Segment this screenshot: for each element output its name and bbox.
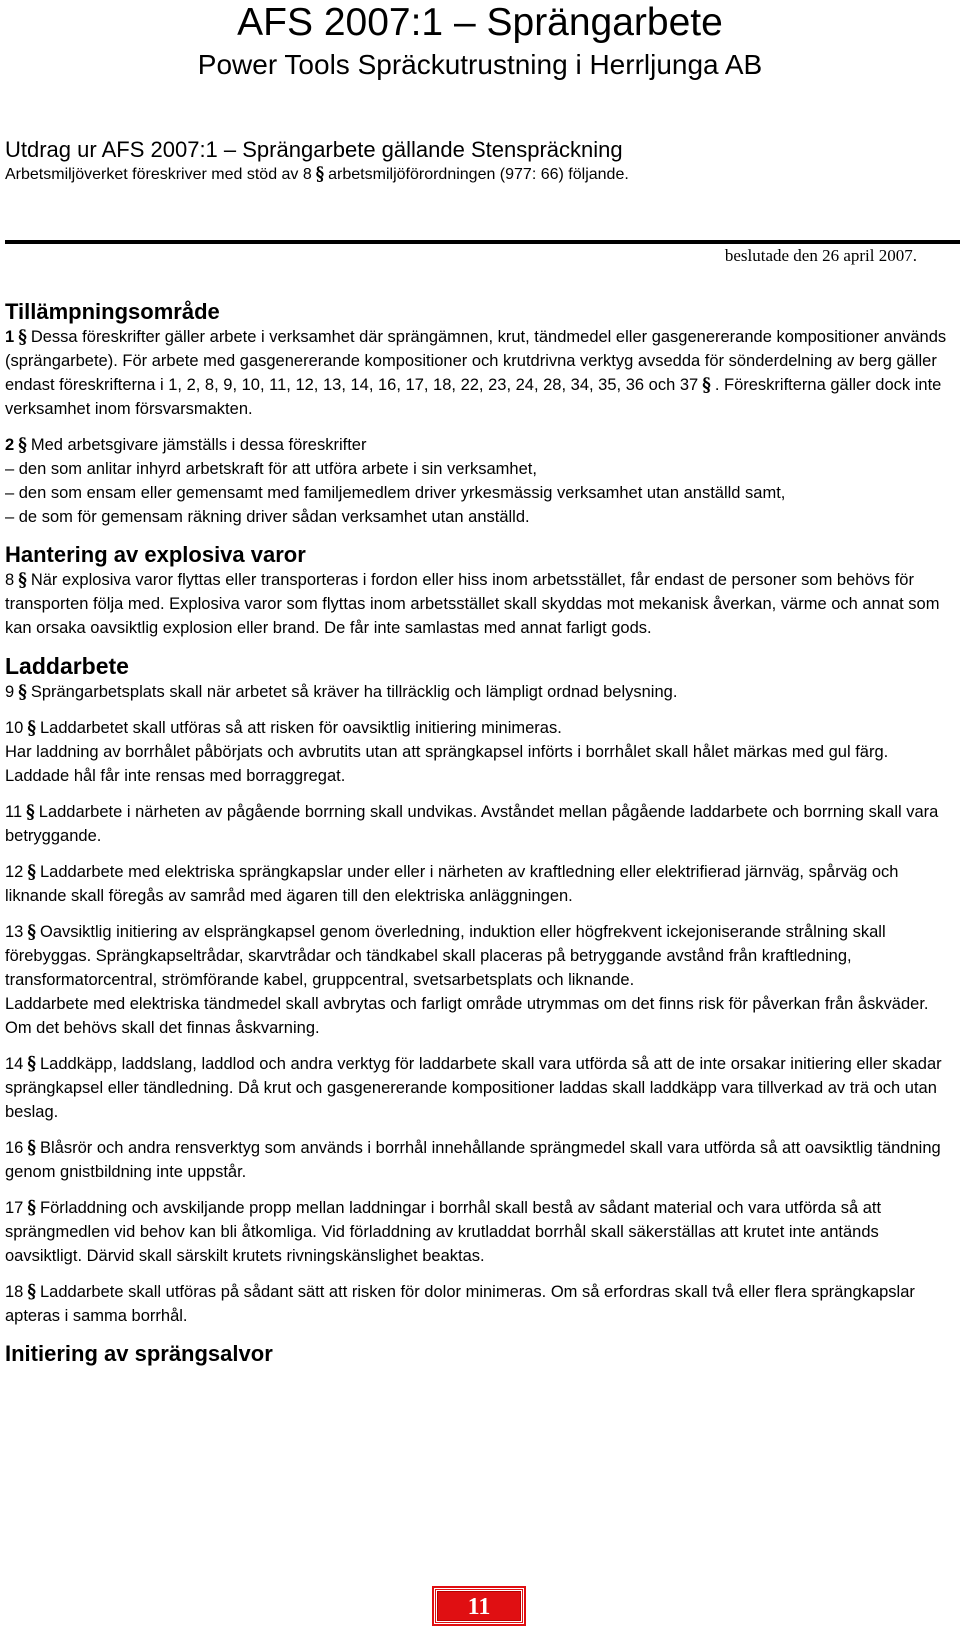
section-10 [5,716,950,788]
section-text: Blåsrör och andra rensverktyg som används i borrhål innehållande sprängmedel skall vara utförda så att oavsiktlig tändning genom gnistbildning inte uppstår. [5,1139,941,1181]
paragraph-sign-icon: § [18,433,27,456]
paragraph-sign-icon: § [18,680,27,703]
heading-initiation: Initiering av sprängsalvor [5,1341,273,1366]
section-text: Dessa föreskrifter gäller arbete i verksamhet där sprängämnen, krut, tändmedel eller gasgenererande kompositioner används (sprängarbete). För arbete med gasgenererande kompositioner och krutdrivna verktyg avsedda för sönderdelning av berg gäller endast föreskrifterna i 1, 2, 8, 9, 10, 11, 12, 13, 14, 16, 17, 18, 22, 23, 24, 28, 34, 35, 36 och 37 [5,328,947,394]
paragraph-sign-icon: § [27,1196,36,1219]
paragraph-sign-icon: § [26,800,35,823]
section-text: Laddkäpp, laddslang, laddlod och andra verktyg för laddarbete skall vara utförda så att de inte orsakar initiering eller skadar sprängkapsel eller tändledning. Då krut och gasgenererande kompositioner laddas skall laddkäpp vara tillverkad av trä och utan beslag. [5,1055,942,1121]
section-number: 8 [5,571,15,589]
paragraph-sign-icon: § [27,860,36,883]
section-9 [5,680,950,704]
section-14 [5,1052,950,1124]
section-12 [5,860,950,908]
section-number: 17 [5,1199,24,1217]
section-text: Laddarbetet skall utföras så att risken för oavsiktlig initiering minimeras. [40,719,562,737]
title-block [0,0,960,82]
paragraph-sign-icon: § [18,568,27,591]
section-18 [5,1280,950,1328]
paragraph-sign-icon: § [27,920,36,943]
section-number: 12 [5,863,24,881]
section-text: Laddarbete skall utföras på sådant sätt att risken för dolor minimeras. Om så erfordras skall två eller flera sprängkapslar apteras i samma borrhål. [5,1283,915,1325]
section-number: 11 [5,803,23,821]
decision-date: beslutade den 26 april 2007. [724,246,917,265]
section-text: Förladdning och avskiljande propp mellan laddningar i borrhål skall bestå av sådant material och vara utförda så att sprängmedlen vid behov kan bli åtkomliga. Vid förladdning av krutladdat borrhål skall säkerställas att krutet inte antänds oavsiktligt. Därvid skall särskilt krutets rivningskänslighet beaktas. [5,1199,882,1265]
section-text: Sprängarbetsplats skall när arbetet så kräver ha tillräcklig och lämpligt ordnad belysning. [30,683,678,701]
list-item: – den som ensam eller gemensamt med familjemedlem driver yrkesmässig verksamhet utan anställd samt, [5,484,786,502]
section-number: 13 [5,923,24,941]
section-number: 9 [5,683,15,701]
paragraph-sign-icon: § [27,1280,36,1303]
intro-text-a: Arbetsmiljöverket föreskriver med stöd av 8 [5,166,312,183]
section-number: 2 [5,436,15,454]
section-11 [5,800,950,848]
list-item: – den som anlitar inhyrd arbetskraft för att utföra arbete i sin verksamhet, [5,460,537,478]
section-13 [5,920,950,1040]
section-number: 10 [5,719,24,737]
intro-text [5,163,945,186]
section-8 [5,568,950,640]
section-number: 16 [5,1139,24,1157]
paragraph-sign-icon: § [315,162,325,185]
section-text: Laddarbete i närheten av pågående borrning skall undvikas. Avståndet mellan pågående laddarbete och borrning skall vara betryggande. [5,803,939,845]
section-text: . Föreskrifterna gäller dock inte verksamhet inom försvarsmakten. [5,376,942,418]
section-1 [5,325,950,421]
section-17 [5,1196,950,1268]
intro-heading: Utdrag ur AFS 2007:1 – Sprängarbete gällande Stenspräckning [5,137,623,162]
intro-text-b: arbetsmiljöförordningen (977: 66) följande. [328,166,629,183]
paragraph-sign-icon: § [27,1136,36,1159]
section-2-intro [5,433,950,457]
horizontal-divider [5,240,960,244]
section-text: När explosiva varor flyttas eller transporteras i fordon eller hiss inom arbetsstället, får endast de personer som behövs för transporten följa med. Explosiva varor som flyttas inom arbetsstället skall skyddas mot mekanisk åverkan, värme och annat som kan orsaka oavsiktlig explosion eller brand. De får inte samlastas med annat farligt gods. [5,571,940,637]
section-16 [5,1136,950,1184]
paragraph-sign-icon: § [27,1052,36,1075]
section-text: Laddarbete med elektriska sprängkapslar under eller i närheten av kraftledning eller elektrifierad järnväg, spårväg och liknande skall föregås av samråd med ägaren till den elektriska anläggningen. [5,863,899,905]
paragraph-sign-icon: § [18,325,27,348]
heading-charging: Laddarbete [5,653,129,679]
intro-block [5,136,945,186]
document-subtitle: Power Tools Spräckutrustning i Herrljunga AB [197,49,763,80]
section-text: Har laddning av borrhålet påbörjats och avbrutits utan att sprängkapsel införts i borrhålet skall hålet märkas med gul färg. Laddade hål får inte rensas med borraggregat. [5,743,889,785]
section-10-line-1 [5,716,950,740]
section-number: 14 [5,1055,24,1073]
heading-handling: Hantering av explosiva varor [5,542,306,567]
page-number-badge: 11 [434,1588,524,1624]
section-text: Oavsiktlig initiering av elsprängkapsel genom överledning, induktion eller högfrekvent ickejoniserande strålning skall förebyggas. Sprängkapseltrådar, skarvtrådar och tändkabel skall placeras på betryggande avstånd från kraftledning, transformatorcentral, strömförande kabel, gruppcentral, svetsarbetsplats och liknande. [5,923,886,989]
section-number: 18 [5,1283,24,1301]
document-title: AFS 2007:1 – Sprängarbete [237,1,723,44]
paragraph-sign-icon: § [702,373,711,396]
section-text: Med arbetsgivare jämställs i dessa föreskrifter [30,436,367,454]
list-item: – de som för gemensam räkning driver sådan verksamhet utan anställd. [5,508,530,526]
paragraph-sign-icon: § [27,716,36,739]
heading-scope: Tillämpningsområde [5,299,220,324]
section-2 [5,433,950,529]
main-content [5,298,950,1367]
section-number: 1 [5,328,15,346]
section-text: Laddarbete med elektriska tändmedel skall avbrytas och farligt område utrymmas om det finns risk för påverkan från åskväder. Om det behövs skall det finnas åskvarning. [5,995,929,1037]
section-13-line-1 [5,920,950,992]
